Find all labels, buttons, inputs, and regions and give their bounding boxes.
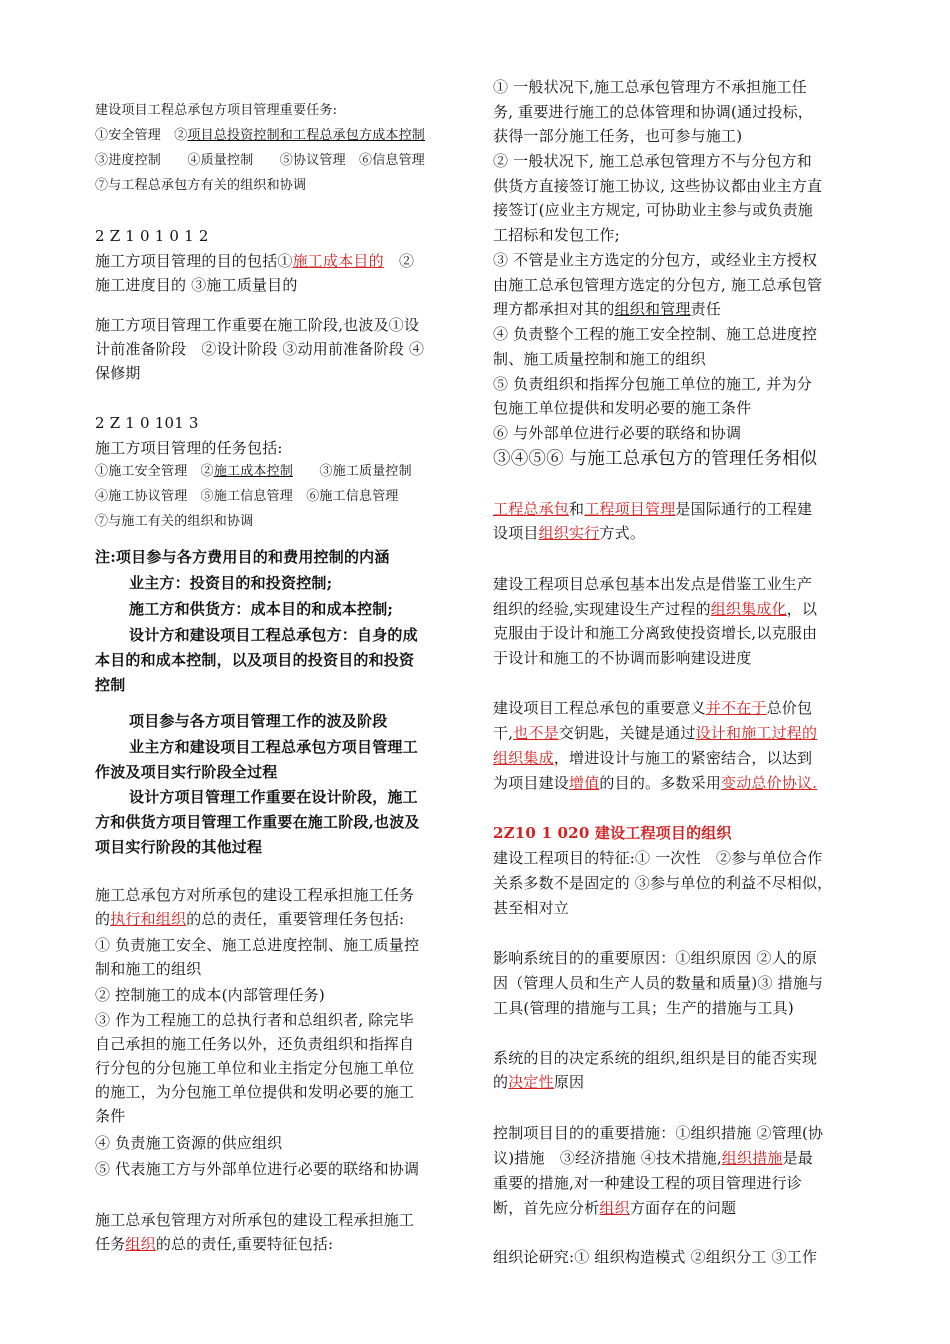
text-segment: ① 负责施工安全、施工总进度控制、施工质量控 [95,936,420,954]
text-line [493,598,817,620]
text-segment: ③ 作为工程施工的总执行者和总组织者, 除完毕 [95,1011,414,1029]
text-segment: ⑤ 负责组织和指挥分包施工单位的施工, 并为分 [493,375,812,393]
highlighted-term: 工程总承包 [493,500,570,518]
highlighted-term: 也不是 [513,724,559,742]
text-line [493,1122,823,1144]
text-line [95,761,277,783]
text-line [95,511,253,533]
text-segment: 和 [569,500,585,518]
text-segment: 建设项目工程总承包方项目管理重要任务: [95,103,338,118]
text-segment: 计前准备阶段 ②设计阶段 ③动用前准备阶段 ④ [95,340,425,358]
text-segment: ② 控制施工的成本(内部管理任务) [95,986,325,1004]
text-segment: 施工方项目管理的目的包括① [95,252,293,270]
text-line [95,1132,282,1154]
text-segment: 是国际通行的工程建 [675,500,813,518]
text-segment: 施工方项目管理工作重要在施工阶段,也波及①设 [95,316,420,334]
text-line [95,250,414,272]
text-segment: 由施工总承包管理方选定的分包方, 施工总承包管 [493,276,823,294]
text-segment: 交钥匙，关键是通过 [558,724,696,742]
text-line [493,622,817,644]
text-segment: 设计方和建设项目工程总承包方：自身的成 [129,626,418,644]
text-segment: 业主方：投资目的和投资控制; [129,574,333,592]
text-segment: ② 一般状况下, 施工总承包管理方不与分包方和 [493,152,812,170]
text-line [95,125,425,147]
text-segment: 施工总承包管理方对所承包的建设工程承担施工 [95,1211,415,1229]
text-line [95,150,425,172]
text-segment: ③④⑤⑥ 与施工总承包方的管理任务相似 [493,449,818,469]
text-segment: 甚至相对立 [493,899,570,917]
text-segment: ④施工协议管理 ⑤施工信息管理 ⑥施工信息管理 [95,489,399,504]
text-segment: 施工总承包方对所承包的建设工程承担施工任务 [95,886,415,904]
highlighted-term: 决定性 [508,1073,554,1091]
text-segment: 工具(管理的措施与工具；生产的措施与工具) [493,999,794,1017]
text-line [95,1057,414,1079]
highlighted-term: 并不在于 [705,699,767,717]
text-line [493,323,817,345]
text-line [95,958,201,980]
highlighted-term: 组织集成化 [710,600,787,618]
text-segment: 的目的。多数采用 [599,774,722,792]
text-segment: 方和供货方项目管理工作重要在施工阶段,也波及 [95,813,420,831]
text-line [493,647,751,669]
text-segment: 设计方项目管理工作重要在设计阶段，施工 [129,788,418,806]
text-segment: 因（管理人员和生产人员的数量和质量)③ 措施与 [493,974,824,992]
text-segment: ⑤ 代表施工方与外部单位进行必要的联络和协调 [95,1160,420,1178]
text-line [95,338,424,360]
text-line [129,710,387,732]
text-line [493,697,812,719]
text-segment: ④ 负责施工资源的供应组织 [95,1134,283,1152]
text-line [493,1147,813,1169]
text-segment: 行分包的分包施工单位和业主指定分包施工单位 [95,1059,415,1077]
text-segment: 项目参与各方项目管理工作的波及阶段 [129,712,388,730]
text-segment: ② [383,252,415,270]
text-line [95,461,412,483]
text-line [95,908,404,930]
highlighted-term: 工程项目管理 [584,500,676,518]
text-line [129,786,418,808]
text-segment: ，以 [786,600,818,618]
text-segment: 保修期 [95,364,141,382]
text-segment: ⑥ 与外部单位进行必要的联络和协调 [493,424,742,442]
text-line [493,274,822,296]
highlighted-term: 组织措施 [721,1149,783,1167]
text-line [95,175,306,197]
underlined-term: 施工成本控制 [213,464,294,479]
text-segment: 控制 [95,676,126,694]
text-segment: 注:项目参与各方费用目的和费用控制的内涵 [95,548,390,566]
text-line [129,624,418,646]
text-segment: 的总的责任，重要管理任务包括: [186,910,405,928]
text-segment: 关系多数不是固定的 ③参与单位的利益不尽相似， [493,874,833,892]
text-line [95,437,283,459]
text-line [95,811,420,833]
text-segment: 工招标和发包工作; [493,226,620,244]
section-heading: 2Z10 1 020 建设工程项目的组织 [493,824,732,842]
text-line [493,847,822,869]
text-segment: 为项目建设 [493,774,570,792]
text-segment: 方面存在的问题 [629,1199,737,1217]
text-line [95,1033,414,1055]
text-line [493,498,812,520]
text-segment: 包施工单位提供和发明必要的施工条件 [493,399,752,417]
highlighted-term: 组织集成 [493,749,554,767]
text-segment: 建设工程项目总承包基本出发点是借鉴工业生产 [493,575,813,593]
text-line [493,1071,584,1093]
text-line [95,314,419,336]
text-line [493,422,741,444]
highlighted-term: 施工成本目的 [292,252,384,270]
highlighted-term: 组织实行 [538,524,600,542]
text-segment: 干, [493,724,514,742]
text-segment: 是最 [782,1149,814,1167]
text-line [493,125,742,147]
text-line [493,397,751,419]
text-line [493,224,620,246]
text-line [95,884,414,906]
text-line [95,1009,414,1031]
text-line [493,997,794,1019]
text-segment: ① 一般状况下,施工总承包管理方不承担施工任 [493,78,807,96]
highlighted-term: 变动总价协议. [721,774,818,792]
text-segment: 理方都承担对其的 [493,300,615,318]
text-segment: 建设工程项目的特征:① 一次性 ②参与单位合作 [493,849,823,867]
text-line [493,1246,817,1268]
text-line [493,722,817,744]
text-line [493,822,732,844]
text-line [493,101,813,123]
text-segment: 自己承担的施工任务以外，还负责组织和指挥自 [95,1035,415,1053]
text-line [493,747,812,769]
text-segment: 影响系统目的的重要原因：①组织原因 ②人的原 [493,949,818,967]
text-line [493,897,569,919]
text-segment: ，增进设计与施工的紧密结合，以达到 [553,749,813,767]
text-segment: 的 [95,910,111,928]
text-line [493,573,812,595]
text-segment: 总价包 [766,699,813,717]
text-segment: ③ 不管是业主方选定的分包方，或经业主方授权 [493,251,818,269]
text-line [95,412,199,434]
text-line [493,522,645,544]
text-segment: 设项目 [493,524,539,542]
text-line [95,1209,414,1231]
highlighted-term: 组织 [125,1235,156,1253]
text-segment: ③施工质量控制 [293,464,412,479]
text-line [129,736,418,758]
text-segment: 控制项目目的的重要措施：①组织措施 ②管理(协 [493,1124,824,1142]
text-segment: 议)措施 ③经济措施 ④技术措施, [493,1149,722,1167]
text-segment: 接签订(应业主方规定, 可协助业主参与或负责施 [493,201,813,219]
text-line [95,836,262,858]
text-line [493,1197,736,1219]
text-segment: ⑦与工程总承包方有关的组织和协调 [95,178,307,193]
text-segment: ④ 负责整个工程的施工安全控制、施工总进度控 [493,325,818,343]
text-segment: 本目的和成本控制，以及项目的投资目的和投资 [95,651,415,669]
text-segment: 制、施工质量控制和施工的组织 [493,350,706,368]
text-line [95,649,414,671]
text-segment: 重要的措施,对一种建设工程的项目管理进行诊 [493,1174,802,1192]
text-line [493,448,817,470]
text-segment: 获得一部分施工任务，也可参与施工) [493,127,743,145]
highlighted-term: 增值 [569,774,600,792]
text-segment: 克服由于设计和施工分离致使投资增长,以克服由 [493,624,818,642]
text-segment: 的总的责任,重要特征包括: [155,1235,334,1253]
text-line [493,249,817,271]
text-segment: 业主方和建设项目工程总承包方项目管理工 [129,738,418,756]
text-segment: 2 Z 1 0 1 0 1 2 [95,227,209,245]
text-line [493,872,832,894]
text-line [493,298,721,320]
text-line [95,546,390,568]
text-segment: 项目实行阶段的其他过程 [95,838,263,856]
text-segment: 施工方项目管理的任务包括: [95,439,283,457]
text-segment: 建设项目工程总承包的重要意义 [493,699,706,717]
text-line [493,150,812,172]
underlined-term: 组织和管理 [614,300,691,318]
text-segment: ③进度控制 ④质量控制 ⑤协议管理 ⑥信息管理 [95,153,426,168]
text-segment: 原因 [553,1073,585,1091]
text-segment: 的 [493,1073,509,1091]
text-segment: 2 Z 1 0 101 3 [95,414,199,432]
text-segment: 施工进度目的 ③施工质量目的 [95,276,298,294]
text-segment: 条件 [95,1107,126,1125]
text-line [95,1158,419,1180]
text-segment: 作波及项目实行阶段全过程 [95,763,278,781]
text-line [95,1233,333,1255]
text-segment: 责任 [690,300,722,318]
text-line [95,362,141,384]
text-line [129,572,332,594]
text-segment: 组织论研究:① 组织构造模式 ②组织分工 ③工作 [493,1248,818,1266]
text-line [95,1081,414,1103]
text-line [493,175,822,197]
text-segment: 的施工，为分包施工单位提供和发明必要的施工 [95,1083,415,1101]
text-line [95,984,325,1006]
text-line [493,1172,802,1194]
text-line [493,76,807,98]
text-line [95,274,298,296]
text-line [493,972,823,994]
text-line [95,674,125,696]
text-segment: ⑦与施工有关的组织和协调 [95,514,254,529]
text-line [95,934,419,956]
text-segment: 于设计和施工的不协调而影响建设进度 [493,649,752,667]
text-segment: 系统的目的决定系统的组织,组织是目的能否实现 [493,1049,818,1067]
text-segment: ①施工安全管理 ② [95,464,214,479]
highlighted-term: 执行和组织 [110,910,187,928]
text-line [95,225,209,247]
text-line [129,598,393,620]
text-segment: 制和施工的组织 [95,960,202,978]
text-line [493,947,817,969]
text-segment: 断，首先应分析 [493,1199,600,1217]
text-line [493,373,812,395]
highlighted-term: 组织 [599,1199,630,1217]
text-segment: ①安全管理 ② [95,128,188,143]
underlined-term: 项目总投资控制和工程总承包方成本控制 [187,128,426,143]
text-line [95,1105,125,1127]
text-segment: 方式。 [599,524,646,542]
text-line [493,348,706,370]
text-segment: 组织的经验,实现建设生产过程的 [493,600,711,618]
text-line [493,1047,817,1069]
text-segment: 务, 重要进行施工的总体管理和协调(通过投标， [493,103,813,121]
text-segment: 施工方和供货方：成本目的和成本控制; [129,600,394,618]
text-line [95,100,337,122]
text-segment: 供货方直接签订施工协议, 这些协议都由业主方直 [493,177,823,195]
highlighted-term: 设计和施工过程的 [695,724,818,742]
text-segment: 任务 [95,1235,126,1253]
text-line [95,486,399,508]
text-line [493,199,813,221]
text-line [493,772,817,794]
